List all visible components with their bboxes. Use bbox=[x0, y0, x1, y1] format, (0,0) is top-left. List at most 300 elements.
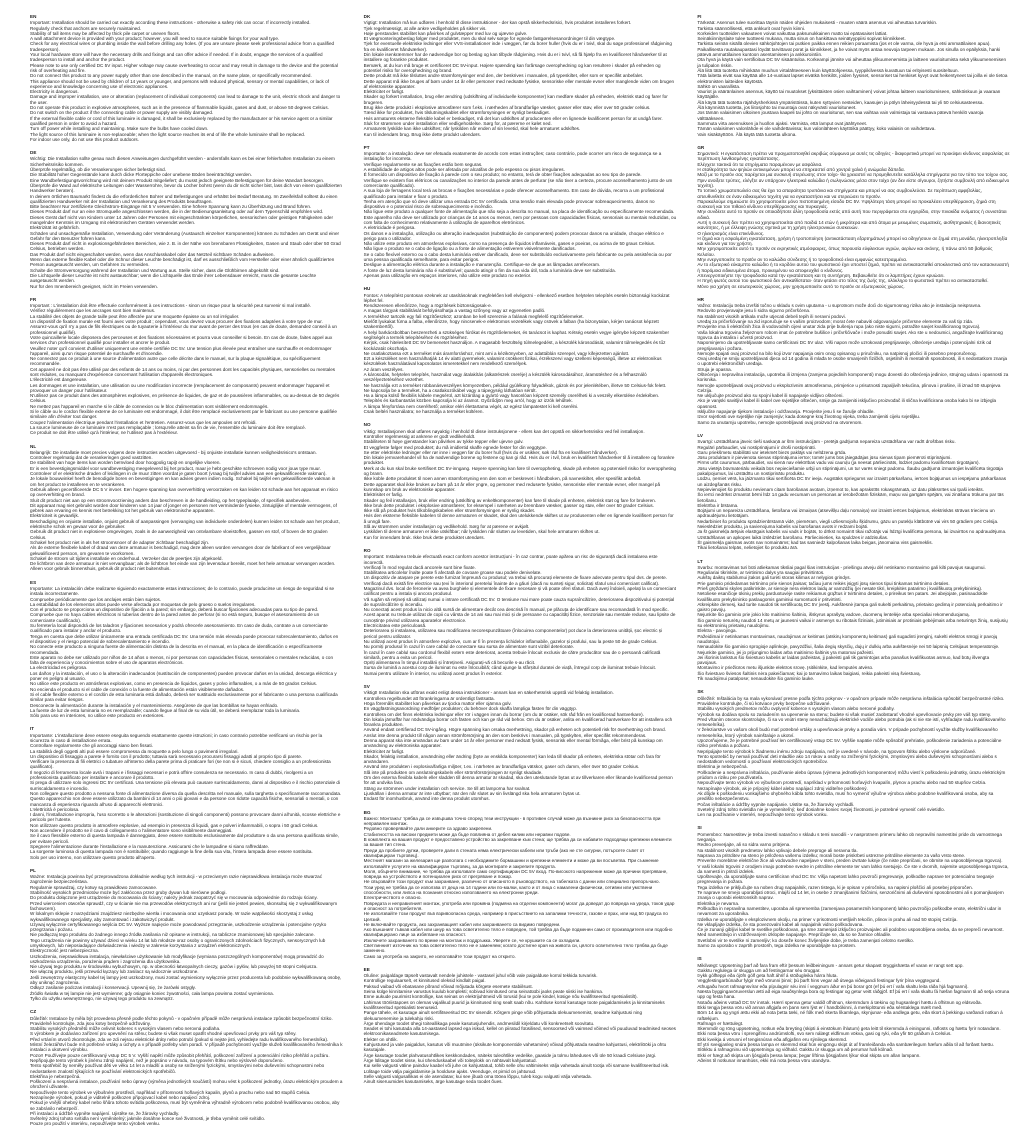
instruction-line: A sua loja de ferragens local terá as brocas e fixações necessárias e pode oferecer aconselhamento. Em caso de dúvida, recorra a um profissional qualificado para instalar e fixar o produto. bbox=[363, 188, 665, 199]
instruction-line: La fuente de luz de esta luminaria no es reemplazable; cuando llegue al final de su vida útil, se deberá reemplazar toda la luminaria. bbox=[30, 707, 301, 713]
instruction-line: Vauriot ja vääränlainen asennus, käyttö tai muutokset (yksittäisten osien vaihtaminen) voivat johtaa laitteen vaurioitumiseen, sähköiskuun ja vaaraan käyttäjälle. bbox=[697, 89, 1001, 100]
language-code-label: LT bbox=[697, 558, 703, 564]
language-section-gr bbox=[697, 145, 1010, 289]
instruction-line: Šī gaismekļa gaismas avots nav nomaināms; kad tas sasniedz kalpošanas laika beigas, jānomaina viss gaismeklis. bbox=[697, 539, 933, 545]
instruction-line: Important: Instalarea trebuie efectuată exact conform acestor instrucțiuni - în caz contrar, poate apărea un risc de siguranță dacă instalarea este incorectă. bbox=[363, 554, 658, 565]
instruction-line: Nezapínejte výrobek, pokud je viditelně poškozen připojovací kabel nebo napájecí zdroj. bbox=[30, 1095, 211, 1100]
instruction-line: Elektrisitet er farlig. bbox=[363, 492, 403, 498]
instruction-line: Ελέγχετε τακτικά ότι τα στηρίγματα παραμένουν με ασφάλεια. bbox=[697, 161, 823, 167]
instruction-line: Schakel het product niet in als het stroomsnoer of de adapter zichtbaar beschadigd zijn. bbox=[30, 539, 210, 545]
instruction-line: Odłącz zasilanie podczas instalacji i konserwacji. Upewnij się, że żarówki ostygły. bbox=[30, 985, 196, 991]
instruction-line: Този уред не трябва да се използва от деца на 14 години или по-малки, както и от лица с намалени физически, сетивни или умствени способности, или липса на познания относно използването на електронни уреди. bbox=[363, 884, 653, 896]
instruction-line: Ärge kasutage toodet plahvatusohtlikes keskkondades, näiteks tuleohtlike vedelike, gaaside ja tolmu läheduses või üle 50 kraadi Celsiuse järgi. bbox=[363, 1052, 657, 1058]
instruction-line: Älä käynnistä tuotetta, jos liitosjohto tai muuntaja ovat näkyvästi vaurioituneet. bbox=[697, 105, 857, 111]
language-section-pl bbox=[30, 868, 343, 1001]
instruction-line: Wichtig: Die Installation sollte genau nach diesen Anweisungen durchgeführt werden - andernfalls kann es bei einer fehlerhaften Installation zu einem Sicherheitsrisiko kommen. bbox=[30, 156, 335, 167]
instruction-line: Regulāri pārbaudiet, vai nostiprinājumi ir droši nostiprināti. bbox=[697, 444, 816, 450]
instruction-line: Μην χρησιμοποιείτε αυτό το προϊόν σε εκρηκτικές ατμόσφαιρες, όπως παρουσία εύφλεκτων υγρών, αερίων και σκόνης, ή πάνω από 50 βαθμούς Κελσίου. bbox=[697, 246, 993, 257]
instruction-line: Μόνο για χρήση σε εσωτερικούς χώρους, μην χρησιμοποιείτε αυτό το προϊόν σε εξωτερικούς χώρους. bbox=[697, 283, 905, 289]
instruction-line: Elektra - pavojinga. bbox=[697, 628, 737, 634]
instruction-line: Je lokale bouwwinkel heeft de benodigde boren en bevestigingen en kan advies geven indien nodig. Schakel bij twijfel een gekwalificeerde vakman in om het product te installeren en te verankeren. bbox=[30, 476, 336, 487]
instruction-line: Nie używaj tego produktu w środowisku wybuchowym, np. w obecności łatwopalnych cieczy, gazów i pyłów, lub powyżej 50 stopni Celsjusza. bbox=[30, 964, 318, 970]
instruction-line: Μαζί με το προϊόν σας παρέχεται μια συσκευή στερέωσης στον τοίχο· θα χρειαστεί να προμηθευτείτε κατάλληλα στηρίγματα για τον τύπο του τοίχου σας. bbox=[697, 172, 1009, 178]
instruction-line: Pažeidimai ir netinkamas montavimas, naudojimas ar keitimas (atskirų komponentų keitimas) gali sugadinti įrenginį, sukelti elektros smūgį ir pavojų naudotojui. bbox=[697, 633, 998, 644]
instruction-line: Не свързвайте този продукт към захранване, различно от описаното в ръководството, на табелката с данни или специално препоръчано. bbox=[363, 879, 660, 885]
instruction-line: L'elettricità è pericolosa. bbox=[30, 806, 80, 812]
instruction-line: Om den externa flexibla kabeln eller sladden till denna armatur är skadad, ska den uteslutande bytas ut av tillverkaren eller liknande kvalificerad person för att undvika fara. bbox=[363, 775, 673, 786]
instruction-line: Przed wierceniem otworów sprawdź, czy w ścianie nie ma przewodów elektrycznych ani rur (jeśli nie jesteś pewien, skonsultuj się z wykwalifikowanym fachowcem). bbox=[30, 900, 338, 911]
instruction-line: V vaši lokalni trgovini z orodjem imajo potrebne svedre in pritrdilne elemente ter vam lahko svetujejo. Če ste v dvomih, najemite usposobljenega trgovca, da namesti in pritrdi izdelek. bbox=[697, 863, 1009, 874]
instruction-line: Jeśli zewnętrzny elastyczny kabel tej lampy jest uszkodzony, musi zostać wymieniony wyłącznie przez producenta lub podobnie wykwalifikowaną osobę, aby uniknąć zagrożenia. bbox=[30, 974, 342, 986]
instruction-line: Nejunkite gaminio, jei jo prijungimo laidas arba maitinimo šaltinis yra matomai pažeisti. bbox=[697, 649, 874, 655]
instruction-line: Ne kapcsolja be a terméket, ha a csatlakozókábel vagy a tápegység láthatóan sérült. bbox=[363, 387, 537, 393]
instruction-line: Important : L'installation doit être effectuée conformément à ces instructions - sinon un risque pour la sécurité peut survenir si mal installé. bbox=[30, 303, 312, 309]
instruction-line: Uređaj za pričvršćivanje na zid isporučuje se s vašim proizvodom; morat ćete nabaviti odgovarajuće pričvrsne elemente za vaš tip zida. bbox=[697, 319, 974, 325]
language-section-no bbox=[364, 422, 677, 540]
instruction-line: Lyskilden til denne armaturen er ikke utskiftbar; når lyskilden når slutten av levetiden, skal hele armaturen skiftes ut. bbox=[363, 529, 600, 535]
instruction-line: I danni, l'installazione impropria, l'uso scorretto o le alterazioni (sostituzione di singoli componenti) possono provocare danni all'unità, scosse elettriche e pericolo per l'utente. bbox=[30, 812, 341, 823]
instruction-line: Šio šviestuvo šviesos šaltinis nėra pakeičiamas; kai jo tarnavimo laikas baigiasi, reikia pakeisti visą šviestuvą. bbox=[697, 670, 921, 676]
instruction-line: Sólo para uso en interiores, no utilice este producto en exteriores. bbox=[30, 713, 165, 719]
instruction-line: Brug ikke dette produkt i eksplosive atmosfærer som f.eks. i nærheden af brandfarlige væsker, gasser eller støv, eller over 50 grader celsius. bbox=[363, 105, 651, 111]
instruction-line: Dieses Gerät darf nicht von Kindern unter 14 Jahren oder Personen mit eingeschränkten körperlichen, sensorischen oder geistigen Fähigkeiten oder mangelnder Kenntnis im Umgang mit elektronischen Geräten verwendet werden. bbox=[30, 214, 334, 225]
instruction-line: Nenaudokite šio gaminio sprogioje aplinkoje, pavyzdžiui, šalia degių skysčių, dujų ir dulkių arba aukštesnėje nei 50 laipsnių Celsijaus temperatūroje. bbox=[697, 644, 1000, 650]
instruction-line: De stabiliteit van hoge items kan worden beïnvloed door hoogpolig tapijt en ongelijke vloeren. bbox=[30, 460, 221, 466]
instruction-line: Desconecte la alimentación durante la instalación y el mantenimiento. Asegúrese de que las bombillas se hayan enfriado. bbox=[30, 702, 279, 708]
instruction-line: Светлинният източник на това осветително тяло не е заменяем; когато достигне края на живота си, цялото осветително тяло трябва да бъде заменено. bbox=[363, 942, 668, 954]
instruction-line: Non accendere il prodotto se il cavo di collegamento o l'alimentatore sono visibilmente danneggiati. bbox=[30, 828, 233, 834]
language-code-label: EE bbox=[363, 966, 370, 972]
instruction-line: Nepoužívajte tento výrobok vo výbušnom prostredí, napríklad v prítomnosti horľavých kvapalín, plynov a prachu alebo nad 50 stupňov Celzia. bbox=[697, 780, 987, 786]
instruction-line: Стабилността на високи предмети може да бъде повлияна от дебел килим или неравни подове. bbox=[363, 831, 571, 837]
instruction-line: Elektriciteit is gevaarlijk. bbox=[30, 513, 80, 519]
instruction-line: Regularnie sprawdzaj, czy kotwy są prawidłowo zamocowane. bbox=[30, 884, 158, 890]
instruction-line: Nu porniți produsul în cazul în care cablul de conectare sau sursa de alimentare sunt vizibil deteriorate. bbox=[363, 644, 575, 650]
instruction-line: Verificați în mod regulat dacă ancorele sunt bine fixate. bbox=[363, 564, 476, 570]
instruction-line: Az áram veszélyes. bbox=[363, 366, 404, 372]
instruction-line: Lülitage toide välja paigaldamise ja hoolduse ajaks. Veenduge, et pirnid on jahtunud. bbox=[363, 1068, 537, 1074]
instruction-line: Upoštevajte, da uporabljajte samo certificiran vhod DC 5V. Višja napetost lahko povzroči pregrevanje, poškodbe naprave ter potencialno tveganje pregrevanja in požara. bbox=[697, 874, 994, 885]
language-section-hr bbox=[697, 297, 1010, 425]
instruction-line: Naprava za pritrditev na steno je priložena vašemu izdelku; morali boste priskrbeti ustrezne pritrdilne elemente za vašo vrsto stene. bbox=[697, 852, 966, 858]
instruction-line: Lūdzu, ņemiet vērā, ka jāizmanto tikai sertificēta DC 5V ieeja. Augstāks spriegums var izraisīt pārkaršanu, ierīces bojājumus un iespējamu pārkaršanas un aizdegšanās risku. bbox=[697, 476, 1007, 487]
instruction-line: Ja šī gaismekļa ārējais elastīgais kabelis vai vads ir bojāts, to drīkst nomainīt tikai ražotājs vai līdzīgi kvalificēta persona, lai izvairītos no apdraudējuma. bbox=[697, 529, 1007, 535]
instruction-line: La sorgente luminosa di questa lampada non è sostituibile; quando raggiunge la fine della sua vita, l'intera lampada deve essere sostituita. bbox=[30, 849, 313, 855]
instruction-line: La stabilité des objets de grande taille peut être affectée par une moquette épaisse ou un sol irrégulier. bbox=[30, 313, 240, 319]
instruction-line: Un dispozitiv de atașare pe perete este furnizat împreună cu produsul; va trebui să procurați elemente de fixare adecvate pentru tipul dvs. de perete. bbox=[363, 575, 668, 581]
instruction-line: Viktig: Installasjonen skal utføres nøyaktig i henhold til disse instruksjonene - ellers kan det oppstå en sikkerhetsrisiko ved feil installasjon. bbox=[363, 428, 645, 434]
instruction-line: Überprüfe die Wand auf elektrische Leitungen oder Wasserrohre, bevor du Löcher bohrst (wenn du dir nicht sicher bist, lass dich von einem qualifizierten Handwerker beraten). bbox=[30, 182, 342, 194]
instruction-line: Höga föremåls stabilitet kan påverkas av tjocka mattor eller ojämna golv. bbox=[363, 700, 512, 706]
language-section-si bbox=[697, 825, 1010, 948]
instruction-line: Gebruik alleen gecertificeerde DC 5 V invoer. Een hogere spanning kan oververhitting veroorzaken en kan leiden tot schade aan het apparaat en risico op oververhitting en brand. bbox=[30, 486, 338, 498]
instruction-line: Votre quincaillerie locale disposera des perceuses et des fixations nécessaires et pourra vous conseiller si besoin. En cas de doute, faites appel aux services d'un professionnel qualifié pour installer et ancrer le produit. bbox=[30, 334, 333, 346]
instruction-line: Tenga en cuenta que debe utilizar únicamente una entrada certificada DC 5V. Una tensión más elevada puede provocar sobrecalentamiento, daños en el dispositivo y el riesgo potencial de sobrecalentamiento e incendio. bbox=[30, 633, 339, 644]
language-code-label: SK bbox=[697, 689, 704, 695]
instruction-line: Pange tähele, et kasutage ainult sertifitseeritud DC 5V sisendit. Kõrgem pinge võib põhjustada ülekuumenemist, seadme kahjustusi ning ülekuumenemise ja tulekahju riski. bbox=[363, 1010, 643, 1021]
instruction-line: Nepripájajte tento výrobok k žiadnemu inému zdroju napájania, než je uvedené v návode, na typovom štítku alebo výslovne odporúčané. bbox=[697, 748, 977, 754]
instruction-line: Electricity is dangerous. bbox=[30, 89, 79, 95]
instruction-line: Et veggfeste følger med produktet; du må imidlertid skaffe egnede fester for din veggtype. bbox=[363, 444, 547, 450]
instruction-line: Não ligue o produto se o cabo de ligação ou a fonte de alimentação estiverem visivelmente danificados. bbox=[363, 246, 576, 252]
instruction-line: Tjek regelmæssigt, at alle ankre vedligeholdes på sikker vis. bbox=[363, 25, 487, 31]
instruction-line: Stäng av strömmen under installation och service. Se till att lamporna har svalnat. bbox=[363, 785, 531, 791]
instruction-line: Do produktu dołączone jest urządzenie do mocowania do ściany; należy jednak zaopatrzyć się w mocowania odpowiednie do rodzaju ściany. bbox=[30, 895, 318, 901]
language-code-label: IS bbox=[697, 956, 702, 962]
instruction-line: Rafmagn er hættulegt. bbox=[697, 1020, 744, 1026]
instruction-line: Stabiliteten til høye gjenstander kan påvirkes av tykke tepper eller ujevne gulv. bbox=[363, 439, 524, 445]
language-code-label: SI bbox=[697, 825, 702, 831]
instruction-line: Schäden und unsachgemäße Installation, Verwendung oder Veränderung (Austausch einzelner Komponenten) können zu Schäden am Gerät und einer Gefahr für den Benutzer führen kann. bbox=[30, 230, 340, 241]
language-code-label: DE bbox=[30, 150, 37, 156]
instruction-line: Este aparato no debe ser utilizado por niños de 14 años o menos, ni por personas con capacidades físicas, sensoriales o mentales reducidas, o con falta de experiencia y conocimientos sobre el uso de aparatos electrónicos. bbox=[30, 654, 334, 666]
instruction-line: Ne vklapljajte izdelka, če sta povezovalni kabel ali napajalnik vidno poškodovana. bbox=[697, 921, 864, 927]
instruction-line: A termékhez tartozik egy fali rögzítőeszköz; azonban be kell szereznie a falának megfelelő rögzítőelemeket. bbox=[363, 313, 584, 319]
instruction-line: Ef ytri sveigjanleg snúra þessa lampa er skemmd skal hún eingöngu skipt út af framleiðanda eða sambærilegum hæfum aðila til að forðast hættu. bbox=[697, 1042, 994, 1048]
instruction-line: Verifique regularmente se as fixações estão bem seguras. bbox=[363, 161, 483, 167]
instruction-line: Samo za unutarnju upotrebu, nemojte upotrebljavati ovaj proizvod na otvorenom. bbox=[697, 419, 863, 425]
language-code-label: DK bbox=[363, 14, 371, 19]
instruction-line: Kahjustused ja vale paigaldus, kasutus või muutmine (üksikute komponentide vahetamine) võivad põhjustada seadme kahjustusi, elektrilööki ja ohtu kasutajale. bbox=[363, 1042, 667, 1053]
instruction-line: Gebruik dit product niet in explosieve omgevingen, zoals in de aanwezigheid van ontvlambare vloeistoffen, gassen en stof, of boven de 50 graden Celsius. bbox=[30, 529, 328, 540]
instruction-line: Din lokale isenkræmmer har de nødvendige bor og beslag og kan tilbyde rådgivning. Hvis du er i tvivl, så få hjælp fra en kvalificeret håndværker til at installere og forankre produktet. bbox=[363, 52, 667, 63]
instruction-line: Πριν ανοίξετε τρύπες, ελέγξτε αν υπάρχουν ηλεκτρικά καλώδια ή σωληνώσεις μέσα στον τοίχο (αν δεν είστε σίγουροι, ζητήστε συμβουλή από ειδικευμένο τεχνίτη). bbox=[697, 177, 1010, 188]
instruction-line: Garu priekšmetu stabilitāti var ietekmēt biezs paklājs vai nelīdzena grīda. bbox=[697, 449, 847, 455]
instruction-line: Vaša lokalna trgovina željeznom robom imat će potrebne bušilice i pričvršćivače i može ponuditi savjet. Ako ste u nedoumici, angažirajte kvalificiranog trgovca da instalira i učvrsti proizvod. bbox=[697, 329, 1003, 340]
instruction-line: Wenn das externe flexible Kabel oder die Schnur dieser Leuchte beschädigt ist, darf es ausschließlich vom Hersteller oder einer ähnlich qualifizierten Person ausgetauscht werden, um Gefahren zu vermeiden. bbox=[30, 257, 335, 268]
instruction-line: Damage and improper installation, use or alteration (replacement of individual components) can lead to damage to the unit, electric shock and danger to the user. bbox=[30, 94, 341, 105]
instruction-line: Lähimas tööriistapoes on olemas vajalikud puurid ja kinnitused ning sealt saab nõu. Kahtluse korral kasutage toote paigaldamiseks ja kinnitamiseks kvalifitseeritud spetsialisti teenuseid. bbox=[363, 999, 665, 1010]
instruction-line: Poškodba in nepravilna namestitev, uporaba ali sprememba (zamenjava posameznih komponent) lahko povzročijo poškodbe enote, električni udar in nevarnost za uporabnika. bbox=[697, 905, 1002, 917]
language-code-label: GR bbox=[697, 144, 705, 150]
instruction-line: Na stabilnost visokih artikala može utjecati debeli tepih ili neravni podovi. bbox=[697, 313, 846, 319]
instruction-line: Ekki kveikja á vörunni ef tengisnúran eða aflgjafinn eru sýnilega skemmd. bbox=[697, 1036, 848, 1042]
instruction-line: Verificare la presenza di fili elettrici o tubature all'interno della parete prima di praticare fori (se non si è sicuri, chiedere consiglio a un professionista qualificato). bbox=[30, 759, 331, 770]
instruction-line: Tænd ikke for produktet, hvis tilslutningskablet eller strømforsyningen er synligt beskadiget. bbox=[363, 110, 550, 116]
instruction-line: Stabilitu vysokých predmetov môžu ovplyvniť koberce s vysokým vlasom alebo nerovné podlahy. bbox=[697, 706, 895, 712]
instruction-line: Do not switch on the product if the connecting cable or power supply are visibly damaged. bbox=[30, 110, 214, 116]
instruction-line: Izvor svjetlosti ove svjetiljke nije zamjenjiv; kada dosegne kraj životnog vijeka, treba zamijeniti cijelu svjetiljku. bbox=[697, 414, 921, 420]
instruction-line: Nur für den Innenbereich geeignet, nicht im Freien verwenden. bbox=[30, 283, 159, 289]
instruction-line: Upozorňujeme, že je potrebné používať len certifikovaný vstup DC 5V. Vyššie napätie môže spôsobiť prehriatie, poškodenie zariadenia a potenciálne riziko prehriatia a požiaru. bbox=[697, 738, 1002, 749]
instruction-line: Dit apparaat mag niet gebruikt worden door kinderen van 14 jaar of jonger en personen met verminderde fysieke, zintuiglijke of mentale vermogens, of gebrek aan ervaring en kennis met betrekking tot het gebruik van elektronische apparaten. bbox=[30, 502, 337, 514]
instruction-line: Die Lichtquelle dieser Leuchte ist nicht austauschbar; wenn die Lichtquelle das Ende ihrer Lebensdauer erreicht, muss die gesamte Leuchte ausgetauscht werden. bbox=[30, 272, 317, 284]
instruction-line: Tento spotrebič by nemali používať deti mladšie ako 14 rokov a osoby so zníženými fyzickými, zmyslovými alebo duševnými schopnosťami alebo s nedostatkom vedomostí o používaní elektronických spotrebičov. bbox=[697, 753, 997, 765]
instruction-line: Dieses Produkt darf nur an eine Stromquelle angeschlossen werden, die in der Bedienungsanleitung oder auf dem Typenschild empfohlen wird. bbox=[30, 209, 324, 215]
instruction-line: Tega izdelka ne priključujte na noben drug napajalnik, razen tistega, ki je opisan v priročniku, na napisni ploščici ali posebej priporočen. bbox=[697, 884, 973, 890]
language-section-ee bbox=[364, 967, 677, 1085]
instruction-line: Rendszeresen ellenőrizze, hogy a rögzítések biztonságosak-e. bbox=[363, 303, 492, 309]
instruction-line: Pokud je vnější ohebný kabel nebo šňůra tohoto svítidla poškozena, musí být vyměněna výhradně výrobcem nebo podobně kvalifikovanou osobou, aby se zabránilo nebezpečí. bbox=[30, 1100, 340, 1111]
instruction-line: Nepievienojiet šo produktu nevienam citam barošanas avotam, izņemot to, kas aprakstīts rokasgrāmatā, uz datu plāksnītes vai īpaši ieteikts. bbox=[697, 486, 984, 492]
instruction-line: Kontrollera om det finns elektriska ledningar eller rör i väggen innan du borrar (om du är osäker, sök råd från en kvalificerad hantverkare). bbox=[363, 711, 644, 717]
instruction-line: V železiarstve vo vašom okolí budú mať potrebné vrtáky a upevňovacie prvky a poradia vám. V prípade pochybností využite služby kvalifikovaného remeselníka, ktorý výrobok nainštaluje a ukotví. bbox=[697, 727, 998, 738]
instruction-line: Ако външният гъвкав кабел или шнур на това осветително тяло е повреден, той трябва да бъде подменен само от производителя или подобно квалифицирано лице за избягване на опасност. bbox=[363, 927, 673, 938]
instruction-line: Elektricitet er farligt. bbox=[363, 89, 405, 95]
instruction-line: Atkreipkite dėmesį, kad turite naudoti tik sertifikuotą DC 5V įvestį. Aukštesnė įtampa gali sukelti perkaitimą, prietaiso gedimą ir potencialų perkaitimo ir gaisro pavojų. bbox=[697, 601, 1003, 613]
instruction-line: Se o cabo flexível externo ou o cabo desta luminária estiver danificado, deve ser substituído exclusivamente pelo fabricante ou pela assistência ou por uma pessoa qualificada semelhante, para evitar perigos. bbox=[363, 251, 672, 263]
instruction-line: Nejunkite šio gaminio prie jokio kito maitinimo šaltinio, išskyrus aprašytą vadove, duomenų lentelėje arba specialiai rekomenduojamą. bbox=[697, 612, 970, 618]
instruction-line: Använd inte produkten i explosiva/farliga miljöer, t.ex. i närheten av brandfarliga vätskor, gaser och damm, eller över 50 grader Celsius. bbox=[363, 764, 640, 770]
language-section-ro bbox=[364, 548, 677, 676]
instruction-line: Stabilitu vysokých předmětů může ovlivnit koberec s vysokým vlasem nebo nerovná podlaha. bbox=[30, 1026, 221, 1032]
instruction-line: Šo ierīci nedrīkst izmantot bērni līdz 14 gadu vecumam un personas ar ierobežotām fiziskām, maņu vai garīgām spējām, vai zināšanu trūkumu par tās lietošanu. bbox=[697, 492, 1004, 503]
instruction-line: Ne csatlakoztassa ezt a terméket más áramforráshoz, mint ami a kézikönyvben, az adattáblán szerepel, vagy kifejezetten ajánlott. bbox=[363, 350, 630, 356]
instruction-line: Seadet ei tohi kasutada alla 14-aastased lapsed ega isikud, kellel on piiratud füüsilised, sensoorsed või vaimsed võimed või puuduvad teadmised seoses elektroonikaseadmete kasutamisega. bbox=[363, 1026, 676, 1037]
instruction-line: Importante: La instalación debe realizarse siguiendo exactamente estas instrucciones; de lo contrario, puede producirse un riesgo de seguridad si se instala incorrectamente. bbox=[30, 585, 335, 597]
instruction-line: Os danos e a instalação, utilização ou alteração inadequados (substituição de componentes) podem provocar danos na unidade, choque elétrico e perigo para o utilizador. bbox=[363, 230, 664, 241]
instruction-sheet bbox=[30, 14, 1010, 1135]
instruction-line: Numai pentru utilizare în interior, nu utilizați acest produs în exterior. bbox=[363, 670, 503, 676]
instruction-line: Tärkeää: Asennus tulee suorittaa täysin näiden ohjeiden mukaisesti - muuten väärä asennus voi aiheuttaa turvariskin. bbox=[697, 20, 938, 26]
language-section-it bbox=[30, 726, 343, 859]
instruction-line: Se etter elektriske ledninger eller rør inne i veggen før du borer hull (hvis du er usikker, søk råd fra en kvalifisert håndverker). bbox=[363, 449, 619, 455]
instruction-line: Denna apparat ska inte användas av barn under 14 år eller personer med nedsatt fysisk, sensorisk eller mental förmåga, eller brist på kunskap om användning av elektroniska apparater. bbox=[363, 738, 663, 749]
instruction-line: Cet appareil ne doit pas être utilisé par des enfants de 14 ans ou moins, ni par des personnes dont les capacités physiques, sensorielles ou mentales sont réduites, ou manquant d'expérience concernant l'utilisation d'appareils électroniques. bbox=[30, 366, 336, 377]
instruction-line: Slökktu á rafmagninu við uppsetningu og viðhald. Gakktu úr skugga um að perurnar hafi kólnað. bbox=[697, 1047, 894, 1053]
instruction-line: Compruebe periódicamente que los anclajes están bien sujetos. bbox=[30, 596, 162, 602]
instruction-line: Ne uključujte proizvod ako su spojni kabel ili napajanje vidljivo oštećeni. bbox=[697, 393, 844, 399]
language-section-es bbox=[30, 580, 343, 719]
instruction-line: Stabilitatea articolelor înalte poate fi afectată de covoare groase sau podele denivelate. bbox=[363, 570, 542, 576]
instruction-line: Dette apparatet skal ikke brukes av barn på 14 år eller yngre, og personer med reduserte fysiske, sensoriske eller mentale evner, eller mangel på kunnskap om bruk av elektroniske apparater. bbox=[363, 481, 661, 492]
text-column-1 bbox=[30, 14, 343, 1135]
instruction-line: Tarkista seinän sisällä olevien sähköjohtojen tai putkien paikka ennen reikien poraamista (jos et ole varma, ole hyvä ja etsi ammattilaisen apua). bbox=[697, 41, 991, 47]
instruction-line: Athugaðu hvort rafmagnsvírar eða pípulagnir séu inni í veggnum áður en þú borar göt (ef þú ert í vafa skaltu leita ráða hjá fagmanni). bbox=[697, 983, 969, 989]
instruction-line: Vă rugăm să rețineți să utilizați numai o intrare certificată DC 5V. O tensiune mai mare poate cauza supraîncălzire, deteriorarea dispozitivului și potențial de supraîncălzire și incendiu. bbox=[363, 596, 675, 607]
language-code-label: ES bbox=[30, 579, 37, 585]
instruction-line: A estabilidade de artigos altos pode ser afetada por alcatifas de pelo espesso ou pisos irregulares. bbox=[363, 167, 565, 173]
instruction-line: Din lokala järnaffär har nödvändiga borrar och fästen och kan ge råd vid behov. Om du är osäker, anlita en kvalificerad hantverkare för att installera och förankra produkten. bbox=[363, 716, 673, 728]
language-code-label: RO bbox=[363, 547, 371, 553]
instruction-line: Seina külge kinnitamise varustus kuulub komplekti; sobivad kinnitused oma seinatüübi jaoks peate siiski ise hankima. bbox=[363, 989, 604, 995]
instruction-line: Електричеството е опасно. bbox=[363, 895, 422, 901]
instruction-line: Gakktu reglulega úr skugga um að festingarnar séu öruggar. bbox=[697, 967, 821, 973]
instruction-line: Veggfestingarbúnaður fylgir með vörunni þinni; þú þarft hins vegar að útvega viðeigandi festingar fyrir þína veggtegund. bbox=[697, 978, 941, 984]
instruction-line: S výrobkem je dodáváno zařízení pro upevnění na stěnu; budete si však muset opatřit vhodné upevňovací prvky pro váš typ stěny. bbox=[30, 1031, 297, 1037]
instruction-line: Ważne: Instalacja powinna być przeprowadzona dokładnie według tych instrukcji - w przeciwnym razie nieprawidłowa instalacja może stwarzać zagrożenie bezpieczeństwa. bbox=[30, 874, 323, 885]
language-section-fr bbox=[30, 297, 343, 436]
instruction-line: Ovaj uređaj ne smiju upotrebljavati djeca od 14 godina ili mlađa te osobe smanjenih fizičkih, osjetilnih ili mentalnih sposobnosti, ili s nedostatkom znanja o upotrebi elektroničkih uređaja. bbox=[697, 356, 1008, 367]
instruction-line: Elekter on ohtlik. bbox=[363, 1036, 398, 1042]
language-section-pt bbox=[364, 145, 677, 278]
language-code-label: CZ bbox=[30, 1009, 37, 1015]
instruction-line: Struja je opasna. bbox=[697, 366, 732, 372]
instruction-line: Slå inte på produkten om anslutningskabeln eller strömförsörjningen är synligt skadade. bbox=[363, 769, 543, 775]
instruction-line: Ne connectez pas ce produit à une source d'alimentation autre que celle décrite dans le manuel, sur la plaque signalétique, ou spécifiquement recommandée. bbox=[30, 356, 321, 367]
instruction-line: A magas tárgyak stabilitását befolyásolhatja a vastag szőnyeg vagy az egyenetlen padló. bbox=[363, 308, 546, 314]
language-code-label: IT bbox=[30, 726, 35, 732]
instruction-line: Tenha em atenção que só deve utilizar uma entrada DC 5V certificada. Uma tensão mais elevada pode provocar sobreaquecimento, danos no dispositivo e o potencial risco de sobreaquecimento e incêndio. bbox=[363, 198, 655, 210]
instruction-line: Svarbu: montavimas turi būti atliekamas tiksliai pagal šias instrukcijas - priešingu atveju dėl netinkamo montavimo gali kilti pavojus saugumui. bbox=[697, 564, 986, 570]
language-code-label: PL bbox=[30, 867, 36, 873]
instruction-line: Redno preverjajte, ali so sidra varno pritrjena. bbox=[697, 842, 791, 848]
instruction-line: Ikke slå på produktet hvis tilkoblingskabelen eller strømforsyningen er synlig skadet. bbox=[363, 508, 536, 514]
instruction-line: Nezapínajte výrobok, ak je prípojný kábel alebo napájací zdroj viditeľne poškodený. bbox=[697, 785, 868, 791]
instruction-line: Ne használja ezt a terméket robbanásveszélyes környezetben, például gyúlékony folyadékok, gázok és por jelenlétében, illetve 50 Celsius-fok felett. bbox=[363, 382, 667, 388]
instruction-line: Skader og forkert installation, brug eller ændring (udskiftning af individuelle komponenter) kan medføre skader på enheden, elektrisk stød og farer for brugeren. bbox=[363, 94, 668, 105]
instruction-line: Non collegare questo prodotto a nessuna fonte di alimentazione diversa da quella descritta nel manuale, sulla targhetta o specificamente raccomandata. bbox=[30, 790, 342, 796]
instruction-line: Nemojte spajati ovaj proizvod na bilo koji izvor napajanja osim onog opisanog u priručniku, na natpisnoj pločici ili posebno preporučenog. bbox=[697, 350, 977, 356]
instruction-line: Poškodenie a nesprávna inštalácia, používanie alebo úprava (výmena jednotlivých komponentov) môžu viesť k poškodeniu jednotky, úrazu elektrickým prúdom a riziku pre používateľa. bbox=[697, 769, 1006, 781]
instruction-line: No utilice este producto en atmósferas explosivas, como en presencia de líquidos, gases y polvo inflamables, o a más de 50 grados Celsius. bbox=[30, 681, 318, 687]
instruction-line: Η ζημιά και η εσφαλμένη εγκατάσταση, χρήση ή τροποποίηση (αντικατάσταση εξαρτημάτων) μπορεί να οδηγήσουν σε ζημιά στη μονάδα, ηλεκτροπληξία και κίνδυνο για τον χρήστη. bbox=[697, 235, 1008, 247]
instruction-line: Αυτή η συσκευή δεν πρέπει να χρησιμοποιείται από παιδιά 14 ετών ή μικρότερα και από άτομα με μειωμένες σωματικές, αισθητηριακές ή διανοητικές ικανότητες, ή με έλλειψη γνώσης σχετικά με τη χρήση ηλεκτρονικών συσκευών. bbox=[697, 219, 1001, 231]
language-code-label: FR bbox=[30, 296, 37, 302]
instruction-line: Bemærk, at du kun må bruge et certificeret DC 5V-input. Højere spænding kan forårsage overophedning og kan resultere i skader på enheden og potentiel risiko for overophedning og brand. bbox=[363, 62, 661, 73]
instruction-line: Nemojte upotrebljavati ovaj proizvod u eksplozivnim atmosferama, primjerice u prisutnosti zapaljivih tekućina, plinova i prašine, ili iznad 50 stupnjeva Celzija. bbox=[697, 382, 1001, 393]
instruction-line: Prieš gręždami skyles patikrinkite, ar sienoje nėra elektros laidų ar vamzdžių (jei nesate tikri, kreipkitės patarimo į kvalifikuotą prekybininką). bbox=[697, 585, 983, 591]
instruction-line: Nie włączaj produktu, jeśli przewód łączący lub zasilacz są widocznie uszkodzone. bbox=[30, 969, 199, 975]
instruction-line: Your local hardware store will have the necessary drills and fixings and can offer advice if needed. If in doubt, engage the services of a qualified tradesperson to install and anchor the product. bbox=[30, 52, 323, 63]
instruction-line: Ikke bruk dette produktet i eksplosive atmosfærer, for eksempel i nærheten av brennbare væsker, gasser og støv, eller over 50 grader Celsius. bbox=[363, 502, 655, 508]
instruction-line: Regularly check that anchors are securely maintained. bbox=[30, 25, 142, 31]
instruction-line: L'électricité est dangereuse. bbox=[30, 377, 88, 383]
instruction-line: Høje genstandes stabilitet kan påvirkes af gulvtæpper med luv og ujævne gulve. bbox=[363, 30, 528, 36]
instruction-line: Si prega di utilizzare solo ingressi DC 5V certificati. Una tensione più elevata può causare surriscaldamento, danni al dispositivo e il rischio potenziale di surriscaldamento e incendio. bbox=[30, 780, 341, 791]
language-code-label: NL bbox=[30, 443, 37, 449]
instruction-line: A károsodás, helytelen telepítés, használat vagy átalakítás (alkatrészek cseréje) a készülék károsodásához, áramütéshez és a felhasználó veszélyeztetéséhez vezethet. bbox=[363, 372, 647, 383]
instruction-line: No encienda el producto si el cable de conexión o la fuente de alimentación están visiblemente dañados. bbox=[30, 686, 245, 692]
instruction-line: Местният магазин за железария ще разполага с необходимите бормашини и крепежни елементи и може да ви посъветва. При съмнение използвайте услугите на квалифициран търговец, за да монтирате и закрепите продукта. bbox=[363, 858, 659, 869]
instruction-line: Não ligue este produto a qualquer fonte de alimentação que não seja a descrita no manual, na placa de identificação ou especificamente recomendada. bbox=[363, 209, 675, 215]
instruction-line: Ärge lülitage toodet sisse, kui ühenduskaabel või toiteplokk on nähtavalt kahjustatud. bbox=[363, 1057, 537, 1063]
instruction-line: For indoor use only, do not use this product outdoors. bbox=[30, 136, 139, 142]
instruction-line: Η πηγή φωτός αυτού του φωτιστικού δεν αντικαθίσταται· όταν φτάσει στο τέλος της ζωής της, ολόκληρο το φωτιστικό πρέπει να αντικατασταθεί. bbox=[697, 278, 989, 284]
instruction-line: Izdelka ne uporabljajte v eksplozivnem okolju, na primer v prisotnosti vnetljivih tekočin, plinov in prahu ali nad 50 stopinj Celzija. bbox=[697, 916, 958, 922]
instruction-line: Uzstādīšanas un apkopes laikā izslēdziet barošanu. Pārliecinieties, ka spuldzes ir atdzisušas. bbox=[697, 534, 889, 540]
instruction-line: Fontos: A telepítést pontosan ezeknek az utasításoknak megfelelően kell elvégezni - ellenkező esetben helytelen telepítés esetén biztonsági kockázat léphet fel. bbox=[363, 292, 670, 303]
instruction-line: Kun for innendørs bruk. Ikke bruk dette produktet utendørs. bbox=[363, 534, 485, 540]
language-code-label: NO bbox=[363, 422, 371, 428]
instruction-line: Importante: a instalação deve ser efetuada exatamente de acordo com estas instruções; caso contrário, pode ocorrer um risco de segurança se a instalação for incorreta. bbox=[363, 151, 662, 162]
instruction-line: Il negozio di ferramenta locale avrà i trapani e i fissaggi necessari e potrà offrire consulenza se necessario. In caso di dubbi, rivolgersi a un professionista qualificato per installare e ancorare il prodotto. bbox=[30, 769, 314, 781]
instruction-line: Din lokale jernvarehandel vil ha de nødvendige borene og festene og kan gi råd. Hvis du er i tvil, bruk en kvalifisert håndverker til å installere og forankre produktet. bbox=[363, 455, 675, 466]
instruction-line: Eine Wandbefestigungsvorrichtung wird mit deinem Produkt mitgeliefert; du musst jedoch geeignete Befestigungen für deine Wandart besorgen. bbox=[30, 177, 325, 183]
instruction-line: Redovito provjeravajte jesu li sidra sigurno pričvršćena. bbox=[697, 308, 811, 314]
instruction-line: W lokalnym sklepie z narzędziami znajdziesz niezbędne wiertła i mocowania oraz uzyskasz poradę. W razie wątpliwości skorzystaj z usług wykwalifikowanego specjalisty, aby zamontować i zakotwiczyć produkt. bbox=[30, 911, 313, 922]
instruction-line: Len na používanie v interiéri, nepoužívajte tento výrobok vonku. bbox=[697, 812, 828, 818]
instruction-line: Elektrizität ist gefährlich. bbox=[30, 225, 80, 231]
instruction-line: Te naprave ne smejo uporabljati otroci, mlajši od 14 let, in osebe z zmanjšanimi fizičnimi, senzoričnimi ali duševnimi sposobnostmi ali s pomanjkanjem znanja o uporabi elektronskih naprav. bbox=[697, 890, 1004, 901]
instruction-line: Bitte beachten! Nur zertifizierte Gleichstrom-Eingänge mit 5 V verwenden. Eine höhere Spannung kann zu Überhitzung und Brand führen. bbox=[30, 204, 312, 210]
instruction-line: Preverite morebitne električne žice ali vodovodne napeljave v steni, preden izvrtate luknje (če niste prepričani, se obrnite na usposobljenega trgovca). bbox=[697, 858, 1003, 864]
instruction-line: Pozor! Používejte pouze certifikovaný vstup DC 5 V. Vyšší napětí může způsobit přehřátí, poškození zařízení a potenciální riziko přehřátí a požáru. bbox=[30, 1052, 330, 1058]
instruction-line: Před vrtáním otvorů zkontrolujte, zda ve zdi nejsou elektrické dráty nebo potrubí (pokud si nejste jisti, vyhledejte radu kvalifikovaného řemeslníka). bbox=[30, 1036, 329, 1042]
instruction-line: Neieslēdziet produktu, ja savienojuma kabelis vai barošanas avots ir redzami bojāti. bbox=[697, 524, 869, 530]
language-code-label: PT bbox=[363, 144, 370, 150]
instruction-line: A helyi barkácsboltban beszerezheti a szükséges fúrókat és rögzítőelemeket, és tanácsot is kaphat. Kétség esetén vegye igénybe képzett szakember segítségét a termék telepítéséhez és rögzítéséhez. bbox=[363, 329, 669, 340]
instruction-line: Schalte die Stromversorgung während der Installation und Wartung aus. Stelle sicher, dass die Glühbirnen abgekühlt sind. bbox=[30, 267, 280, 273]
instruction-line: Uszkodzenia, nieprawidłowa instalacja, niewłaściwe użytkowanie lub modyfikacje (wymiana poszczególnych komponentów) mogą prowadzić do uszkodzenia urządzenia, porażenia prądem i zagrożenia dla użytkownika. bbox=[30, 953, 324, 964]
instruction-line: Šio gaminio neturėtų naudoti 14 metų ar jaunesni vaikai ir asmenys su ribotais fiziniais, jutiminiais ar protiniais gebėjimais arba neturintys žinių, susijusių su elektroninių prietaisų naudojimu. bbox=[697, 617, 1008, 629]
instruction-line: Con el producto se proporciona un dispositivo de fijación a la pared; sin embargo, deberá buscar fijaciones adecuadas para su tipo de pared. bbox=[30, 607, 319, 613]
instruction-line: Повредата и неправилният монтаж, употреба или промяна (подмяна на отделни компоненти) могат да доведат до повреда на уреда, токов удар и опасност за потребителя. bbox=[363, 900, 675, 911]
instruction-line: Výrobok sa dodáva spolu so zariadením na upevnenie na stenu; budete si však musieť zaobstarať vhodné upevňovacie prvky pre váš typ steny. bbox=[697, 711, 992, 717]
instruction-line: Tämän valaisimen valonlähde ei ole vaihdettavissa; kun valonlähteen käyttöikä päättyy, koko valaisin on vaihdettava. bbox=[697, 126, 936, 132]
instruction-line: Αν το εξωτερικό εύκαμπτο καλώδιο ή το κορδόνι αυτού του φωτιστικού έχει υποστεί ζημιά, πρέπει να αντικατασταθεί αποκλειστικά από τον κατασκευαστή ή παρόμοια ειδικευμένα άτομα, προκειμένου να αποφευχθεί ο κίνδυνος. bbox=[697, 262, 1009, 273]
instruction-line: Mikilvægt: Uppsetning þarf að fara fram eftir þessum leiðbeiningum - annars getur skapast öryggishætta ef varan er rangt sett upp. bbox=[697, 962, 964, 968]
instruction-line: Pred vŕtaním otvorov skontrolujte, či sa vo vnútri steny nenachádzajú elektrické vodiče alebo potrubia (ak si nie ste istí, vyhľadajte radu kvalifikovaného remeselníka). bbox=[697, 716, 1006, 728]
instruction-line: Sursa de lumină a acestui corp de iluminat nu este înlocuibilă; când ajunge la sfârșitul duratei de viață, întregul corp de iluminat trebuie înlocuit. bbox=[363, 665, 657, 671]
instruction-line: Ezt a készüléket nem használhatják 14 év alatti gyermekek, valamint csökkent fizikai, érzékszervi vagy szellemi képességű, illetve az elektronikus készülékek használatával kapcsolatos ismeretekkel nem rendelkező személyek. bbox=[363, 356, 662, 367]
instruction-line: Ce produit ne doit être utilisé qu'à l'intérieur, ne l'utilisez pas à l'extérieur. bbox=[30, 430, 179, 436]
instruction-line: Ljuskällan i denna armatur är inte utbytbar; när den når slutet av sin livslängd ska hela armaturen bytas ut. bbox=[363, 790, 581, 796]
instruction-line: Ota hyvä ja käytä vain sertifioitua DC 5V sisääntuloa. Korkeampi jännite voi aiheuttaa ylikuumenemista ja laitteen vaurioitumista sekä ylikuumenemisen ja tulipalon riskin. bbox=[697, 57, 1007, 68]
language-section-cz bbox=[30, 1009, 343, 1127]
instruction-line: Si le câble ou le cordon flexible externe de ce luminaire est endommagé, il doit être remplacé exclusivement par le fabricant ou une personne qualifiée similaire afin d'éviter tout danger. bbox=[30, 409, 337, 420]
instruction-line: Netoliese esančioje ūkinių prekių parduotuvėje rasite reikiamus grąžtus ir tvirtinimo detales, o prireikus ten patars. Jei abejojate, pasinaudokite kvalifikuoto prekybininko paslaugomis gaminiui sumontuoti ir pritvirtinti. bbox=[697, 591, 988, 602]
language-code-label: HR bbox=[697, 296, 704, 302]
instruction-line: The light source of this luminaire is non-replaceable; when the light source reaches its end of life the whole luminaire shall be replaced. bbox=[30, 131, 306, 137]
instruction-line: Please note to use only certified DC 5V input. Higher voltage may cause overheating to occur and may result in damage to the device and the potential risk of overheating and fire. bbox=[30, 62, 338, 73]
instruction-line: Ainult siseruumides kasutamiseks, ärge kasutage seda toodet õues. bbox=[363, 1079, 503, 1085]
instruction-line: Pravidelne kontrolujte, či sú kotviace prvky bezpečne udržiavané. bbox=[697, 700, 831, 706]
instruction-line: Το τοπικό χρωματοπωλείο σας θα έχει τα απαραίτητα τρυπάνια και στηρίγματα και μπορεί να σας συμβουλεύσει. Σε περίπτωση αμφιβολίας, απευθυνθείτε σε έναν ειδικευμένο τεχνίτη για να εγκαταστήσει και να στερεώσει το προϊόν. bbox=[697, 188, 982, 199]
instruction-line: Tätä laitetta eivät saa käyttää alle 14-vuotiaat lapset eivätkä henkilöt, joiden fyysiset, sensoriset tai henkiset kyvyt ovat heikentyneet tai joilla ei ole tietoa elektronisten laitteiden käytöstä. bbox=[697, 73, 1008, 84]
instruction-line: Απενεργοποιήστε την τροφοδοσία κατά την εγκατάσταση και τη συντήρηση. Βεβαιωθείτε ότι οι λαμπτήρες έχουν κρυώσει. bbox=[697, 272, 945, 278]
instruction-line: Armaturets lyskilde kan ikke udskiftes; når lyskilden når enden af sin levetid, skal hele armaturet udskiftes. bbox=[363, 126, 581, 132]
instruction-line: Kontrollera regelbundet att förankringarna är ordentligt fastsatta. bbox=[363, 695, 495, 701]
language-code-label: HU bbox=[363, 286, 371, 292]
instruction-line: Paikallisesta rautakaupastasi löydät tarvittavat porat ja kiinnikkeet, ja he voivat myös antaa neuvoja tarpeen mukaan. Jos sinulla on epäilyksiä, hanki pätevä ammattilainen kuntoon asentamiseen ja ankkurointiin. bbox=[697, 46, 1001, 58]
instruction-line: En väggfästningsanordning medföljer produkten; du behöver dock skaffa lämpliga fästen för din väggtyp. bbox=[363, 706, 578, 712]
instruction-line: La source lumineuse de ce luminaire n'est pas remplaçable ; lorsqu'elle atteint sa fin de vie, l'ensemble du luminaire doit être remplacé. bbox=[30, 424, 306, 430]
instruction-line: A eletricidade é perigosa. bbox=[363, 225, 416, 231]
instruction-line: Börn 14 ára og yngri ættu ekki að nota þetta tæki, né fólk með skerta líkamlega, skynjunar- eða andlega getu, eða skort á þekkingu varðandi notkun á raftækjum. bbox=[697, 1010, 1003, 1021]
instruction-line: Controleer regelmatig dat de verankeringen goed vastzitten. bbox=[30, 455, 153, 461]
instruction-line: Svetlobni vir te svetilke ni zamenljiv; ko doseže konec življenjske dobe, je treba zamenjati celotno svetilko. bbox=[697, 937, 914, 943]
instruction-line: Dette produkt må ikke tilsluttes andre strømforsyninger end den, der beskrives i manualen, på typeskiltet, eller som er specifikt anbefalet. bbox=[363, 73, 644, 79]
instruction-line: Skador, felaktig installation, användning eller ändring (byte av enskilda komponenter) kan leda till skador på enheten, elektriska stötar och fara för användaren. bbox=[363, 753, 661, 765]
instruction-line: La stabilità degli oggetti alti può essere compromessa da moquette a pelo lungo o pavimenti irregolari. bbox=[30, 748, 239, 754]
language-section-fi bbox=[697, 14, 1010, 137]
instruction-line: Do not connect this product to any power supply other than one described in the manual, on the name plate, or specifically recommended. bbox=[30, 73, 312, 79]
instruction-line: Deteriorarea și instalarea, utilizarea sau modificarea necorespunzătoare (înlocuirea componentelor) pot duce la deteriorarea unității, șoc electric și pericol pentru utilizator. bbox=[363, 628, 663, 639]
instruction-line: Jei išorinis lankstus šio šviestuvo kabelis ar laidas pažeistas, jį pakeisti gali tik gamintojas arba panašus kvalifikuotas asmuo, kad būtų išvengta pavojaus. bbox=[697, 654, 990, 666]
instruction-line: Nu conectați acest produs la nicio altă sursă de alimentare decât cea descrisă în manual, pe plăcuța de identificare sau recomandată în mod specific. bbox=[363, 607, 669, 613]
instruction-line: Alleen voor gebruik binnenshuis, gebruik dit product niet buitenshuis. bbox=[30, 566, 171, 572]
instruction-line: Dette apparat må ikke bruges af børn under 14 år eller personer med nedsatte fysiske, sensoriske eller mentale evner eller manglende viden om brugen af elektroniske apparater. bbox=[363, 78, 675, 89]
instruction-line: Provjerite ima li električnih žica ili vodovodnih cijevi unutar zida prije bušenja rupa (ako niste sigurni, potražite savjet kvalificiranog trgovca). bbox=[697, 324, 981, 330]
instruction-line: Pouze pro použití v interiéru, nepoužívejte tento výrobek venku. bbox=[30, 1121, 161, 1127]
instruction-line: N'utilisez pas ce produit dans des atmosphères explosives, en présence de liquides, de gaz et de poussières inflammables, ou au-dessus de 50 degrés Celsius. bbox=[30, 393, 340, 404]
language-section-lt bbox=[697, 559, 1010, 682]
instruction-line: Verifique se existem fios elétricos ou canalizações no interior da parede antes de perfurar (se não tiver a certeza, procure aconselhamento junto de um comerciante qualificado). bbox=[363, 177, 673, 188]
language-code-label: SV bbox=[363, 684, 370, 690]
instruction-line: Veuillez noter qu'il convient d'utiliser uniquement une entrée certifiée DC 5V. Une tension plus élevée peut entraîner une surchauffe et endommager l'appareil, ainsi qu'un risque potentiel de surchauffe et d'incendie. bbox=[30, 345, 332, 356]
instruction-line: Ekki nota þessa vöru í sprengifimu andrúmslofti, svo sem nálægt eldfimum vökva, gasi og ryki, eða yfir 50 gráðum á Celsíus. bbox=[697, 1031, 952, 1037]
instruction-line: Nedarbiniet šo produktu sprādzienbīstamā vidē, piemēram, viegli uzliesmojošu šķidrumu, gāzu un putekļu klātbūtnē vai virs 50 grādiem pēc Celsija. bbox=[697, 518, 999, 524]
instruction-line: Seinäkiinnityslaite tulee tuotteesi mukana, mutta sinun on hankittava seinätyyppiisi sopivat kiinnikkeet. bbox=[697, 36, 906, 42]
instruction-line: Verificați dacă există fire electrice sau țevi în interiorul peretelui înainte de a găuri (dacă nu sunteți sigur, solicitați sfatul unui comerciant calificat). bbox=[363, 580, 660, 586]
instruction-line: Un dispositivo di fissaggio a parete è fornito con il prodotto; tuttavia sarà necessario procurarsi fissaggi adatti al proprio tipo di parete. bbox=[30, 753, 303, 759]
text-column-2 bbox=[364, 14, 677, 1135]
instruction-line: Napominjemo da upotrebljavate samo certificirani DC 5V ulaz. Viši napon može uzrokovati pregrijavanje, oštećenje uređaja i potencijalni rizik od pregrijavanja i požara. bbox=[697, 340, 992, 351]
instruction-line: Tarkista säännöllisesti, että ankkurit ovat hyvin kiinni. bbox=[697, 25, 806, 31]
instruction-line: Poškození a nesprávná instalace, používání nebo úpravy (výměna jednotlivých součástí) mohou vést k poškození jednotky, úrazu elektrickým proudem a ohrožení uživatele. bbox=[30, 1079, 343, 1090]
instruction-line: Nepoužívejte tento výrobek ve výbušném prostředí, například v přítomnosti hořlavých kapalin, plynů a prachu nebo nad 50 stupňů Celsia. bbox=[30, 1089, 311, 1095]
instruction-line: Na stabilnost visokih predmetov lahko vplivajo debele preproge ali neravna tla. bbox=[697, 847, 858, 853]
instruction-line: Če je zunanji gibljivi kabel te svetilke poškodovan, ga sme zamenjati izključno proizvajalec ali podobno usposobljena oseba, da se prepreči nevarnost. bbox=[697, 927, 1004, 933]
instruction-line: Paksud vaibad või ebatasane põrand võivad mõjutada kõrgete esemete stabiilsust. bbox=[363, 983, 534, 989]
instruction-line: Ako je vanjski savitljivi kabel ili kabel ove svjetiljke oštećen, smije ga zamijeniti isključivo proizvođač ili slična kvalificirana osoba kako bi se izbjegla opasnost. bbox=[697, 398, 997, 409]
instruction-line: Mielőtt lyukakat fúrna a falba, ellenőrizze, hogy nincsenek-e elektromos vezetékek vagy csövek a falban (ha bizonytalan, kérjen tanácsot képzett szakembertől). bbox=[363, 319, 659, 330]
instruction-line: Notaðu aðeins vottað DC 5V inntak. Hærri spenna getur valdið ofhitnun, skemmdum á tækinu og hugsanlegri hættu á ofhitnun og eldsvoða. bbox=[697, 999, 982, 1005]
instruction-line: Dieses Produkt darf nicht in explosionsgefährdeten Bereichen, wie z. B. in der Nähe von brennbaren Flüssigkeiten, Gasen und Staub oder über 50 Grad Celsius, betrieben werden. bbox=[30, 241, 341, 252]
instruction-line: Kontrollige regulaarselt, et kinnitused oleksid kindlalt paigal. bbox=[363, 978, 486, 984]
instruction-line: Magazinul dvs. local de feronerie va avea burghiele și elementele de fixare necesare și vă poate oferi sfaturi. Dacă aveți îndoieli, apelați la un comerciant calificat pentru a instala și ancora produsul. bbox=[363, 585, 677, 597]
